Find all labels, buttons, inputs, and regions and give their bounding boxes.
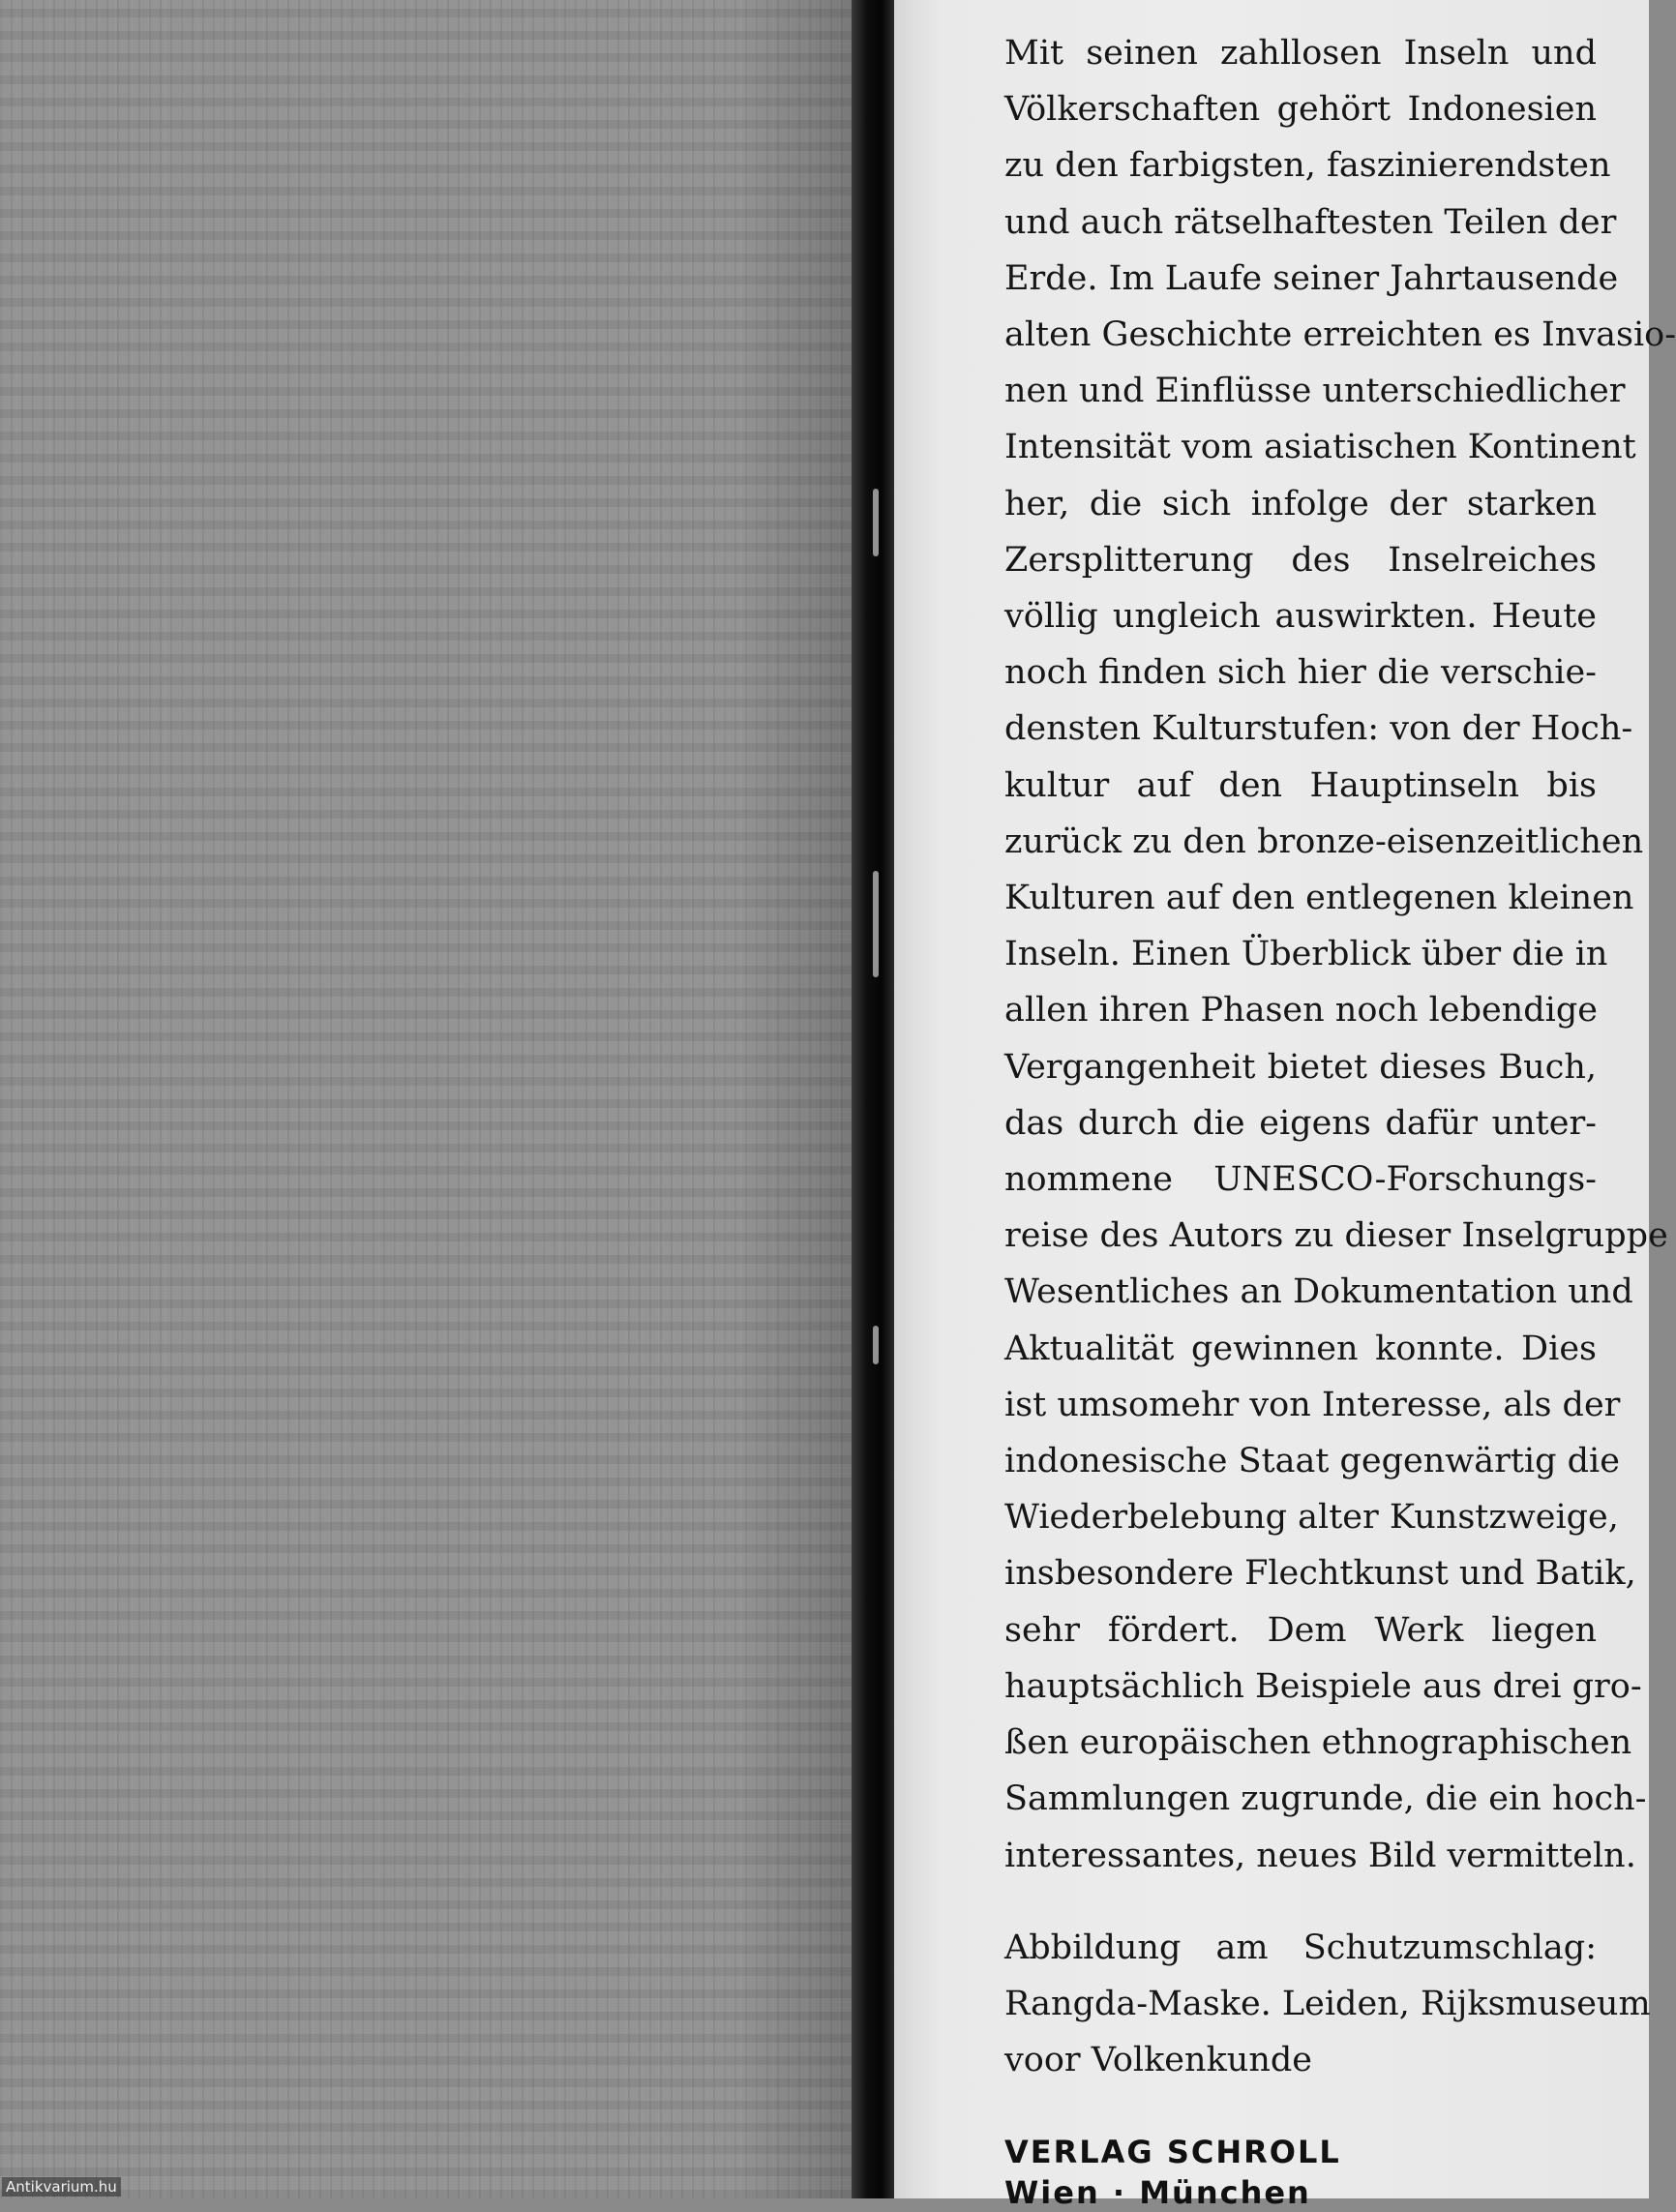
blurb-line: densten Kulturstufen: von der Hoch- (1004, 709, 1633, 749)
blurb-line: ist umsomehr von Interesse, als der (1004, 1385, 1621, 1424)
blurb-line: nommene UNESCO-Forschungs- (1004, 1160, 1597, 1200)
blurb-line: Sammlungen zugrunde, die ein hoch- (1004, 1779, 1647, 1819)
caption-line: voor Volkenkunde (1004, 2041, 1312, 2080)
blurb-line: Inseln. Einen Überblick über die in (1004, 935, 1608, 974)
blurb-line: noch finden sich hier die verschie- (1004, 653, 1597, 693)
blurb-line: alten Geschichte erreichten es Invasio- (1004, 315, 1676, 355)
blurb-line: Aktualität gewinnen konnte. Dies (1004, 1329, 1597, 1368)
publisher-name: VERLAG SCHROLL (1004, 2134, 1341, 2170)
blurb-line: Wesentliches an Dokumentation und (1004, 1272, 1633, 1312)
blurb-line: sehr fördert. Dem Werk liegen (1004, 1610, 1597, 1650)
blurb-line: völlig ungleich auswirkten. Heute (1004, 597, 1597, 637)
blurb-line: Kulturen auf den entlegenen kleinen (1004, 879, 1634, 918)
blurb-line: insbesondere Flechtkunst und Batik, (1004, 1554, 1636, 1594)
publisher-cities: Wien · München (1004, 2174, 1311, 2211)
blurb-line: Wiederbelebung alter Kunstzweige, (1004, 1498, 1619, 1538)
blurb-line: Vergangenheit bietet dieses Buch, (1004, 1047, 1597, 1087)
spine-scuff-mark (873, 871, 879, 977)
blurb-line: Zersplitterung des Inselreiches (1004, 540, 1597, 580)
spine-scuff-mark (873, 489, 879, 556)
blurb-line: und auch rätselhaftesten Teilen der (1004, 202, 1617, 242)
blurb-line: indonesische Staat gegenwärtig die (1004, 1442, 1620, 1481)
dust-jacket-flap (894, 0, 1676, 2211)
blurb-line: kultur auf den Hauptinseln bis (1004, 765, 1597, 805)
blurb-line: Völkerschaften gehört Indonesien (1004, 90, 1597, 130)
blurb-line: Mit seinen zahllosen Inseln und (1004, 34, 1597, 73)
blurb-line: allen ihren Phasen noch lebendige (1004, 991, 1598, 1031)
blurb-line: Erde. Im Laufe seiner Jahrtausende (1004, 258, 1619, 298)
blurb-line: her, die sich infolge der starken (1004, 484, 1597, 523)
blurb-line: hauptsächlich Beispiele aus drei gro- (1004, 1666, 1642, 1706)
blurb-line: Intensität vom asiatischen Kontinent (1004, 428, 1636, 467)
cover-shadow (735, 0, 852, 2198)
caption-line: Rangda-Maske. Leiden, Rijksmuseum (1004, 1985, 1651, 2024)
blurb-line: reise des Autors zu dieser Inselgruppe (1004, 1216, 1668, 1256)
caption-line: Abbildung am Schutzumschlag: (1004, 1928, 1597, 1967)
blurb-line: zurück zu den bronze-eisenzeitlichen (1004, 822, 1644, 861)
blurb-line: zu den farbigsten, faszinierendsten (1004, 146, 1611, 186)
blurb-line: ßen europäischen ethnographischen (1004, 1723, 1632, 1763)
spine-scuff-mark (873, 1326, 879, 1364)
blurb-line: das durch die eigens dafür unter- (1004, 1103, 1597, 1143)
watermark-text: Antikvarium.hu (2, 2177, 121, 2197)
book-spine (852, 0, 894, 2198)
cover-illustration-caption (1004, 1920, 1651, 2089)
blurb-line: nen und Einflüsse unterschiedlicher (1004, 372, 1626, 411)
blurb-line: interessantes, neues Bild vermitteln. (1004, 1836, 1636, 1875)
blurb-paragraph (1004, 25, 1676, 1884)
